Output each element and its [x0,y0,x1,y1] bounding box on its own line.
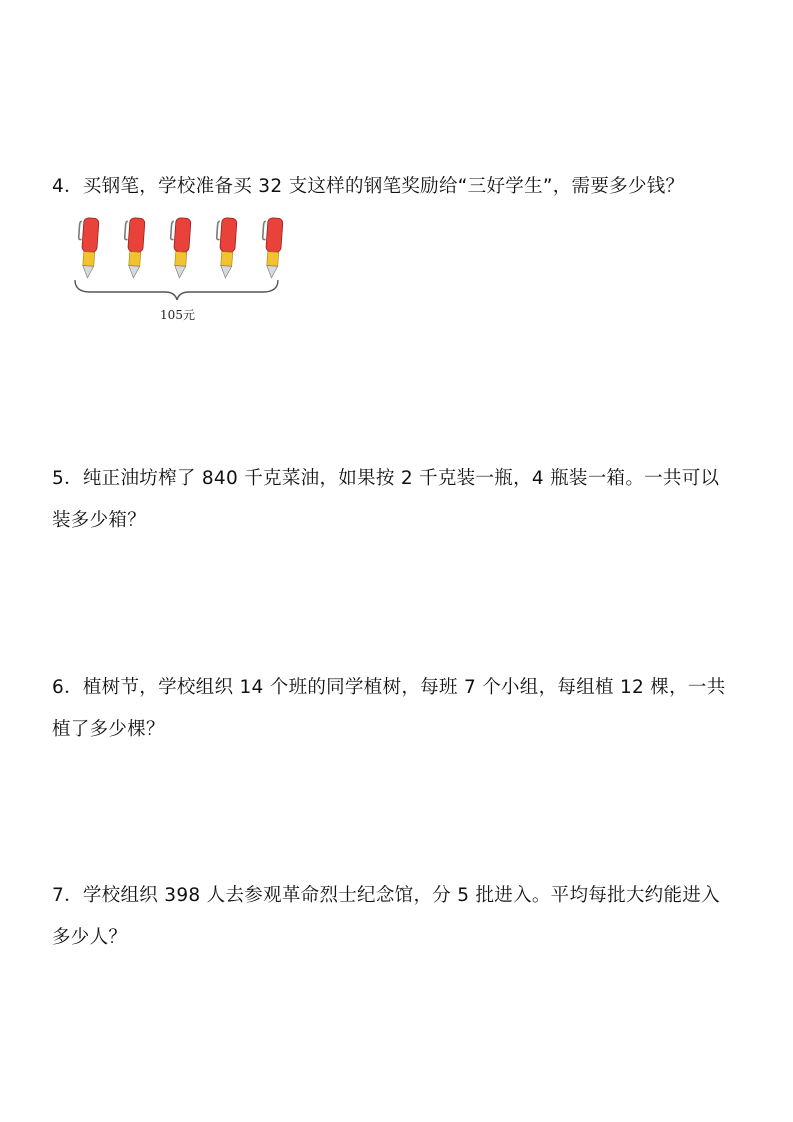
question-7-number: 7． [52,885,83,906]
pen-figure [70,214,285,324]
question-5 [52,458,752,542]
question-5-number: 5． [52,468,83,489]
pen-icon [168,217,191,278]
pen-icon [122,217,145,278]
question-6-text: 植树节，学校组织 14 个班的同学植树，每班 7 个小组，每组植 12 棵，一共 [82,677,726,698]
question-5-line-1 [52,458,752,500]
pens-illustration [70,214,285,304]
question-6-line-1 [52,667,752,709]
pen-icon [76,217,99,278]
question-7-line-2: 多少人？ [52,927,128,948]
question-4 [52,166,752,208]
question-7-text: 学校组织 398 人去参观革命烈士纪念馆，分 5 批进入。平均每批大约能进入 [82,885,720,906]
question-6-line-2: 植了多少棵？ [52,719,165,740]
curly-brace [75,280,278,300]
question-5-text: 纯正油坊榨了 840 千克菜油，如果按 2 千克装一瓶，4 瓶装一箱。一共可以 [82,468,720,489]
question-7-line-1 [52,875,752,917]
question-6 [52,667,752,751]
question-5-line-2: 装多少箱？ [52,510,147,531]
price-label: 105元 [160,308,195,322]
pen-icon [260,217,283,278]
pen-icon [214,217,237,278]
question-4-line-1 [52,166,752,208]
question-7 [52,875,752,959]
question-6-number: 6． [52,677,83,698]
question-4-number: 4． [52,176,83,197]
question-4-text: 买钢笔，学校准备买 32 支这样的钢笔奖励给“三好学生”，需要多少钱？ [82,176,685,197]
